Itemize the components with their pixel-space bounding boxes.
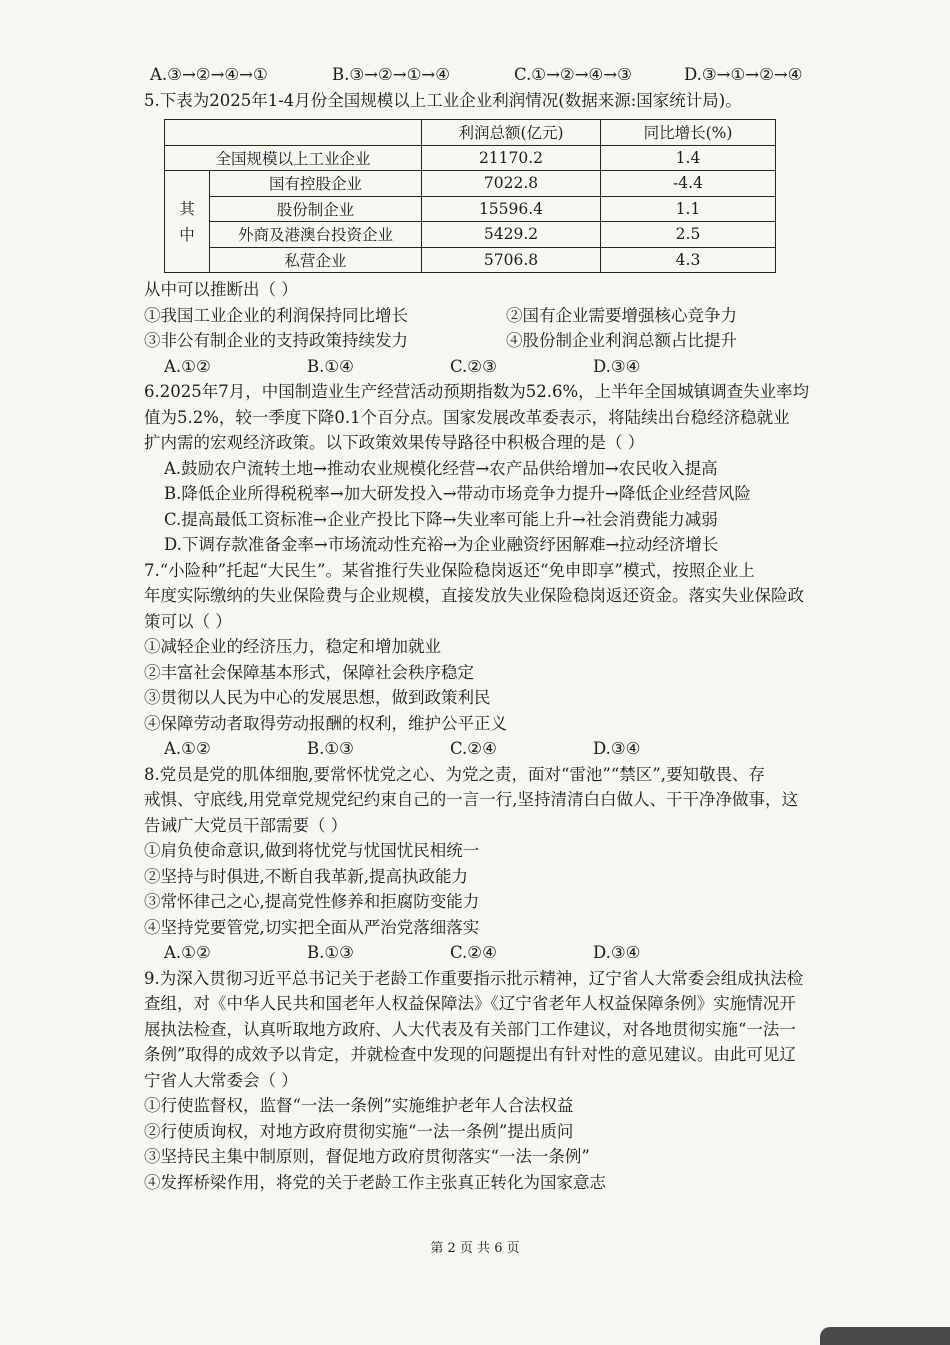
q8-choice-b: B.①③	[307, 943, 354, 962]
q7-choice-b: B.①③	[307, 739, 354, 758]
table-cell-profit: 15596.4	[422, 196, 601, 222]
q9-statement-2: ②行使质询权，对地方政府贯彻实施“一法一条例”提出质问	[144, 1121, 574, 1141]
q5-choice-d: D.③④	[593, 356, 641, 376]
q8-statement-2: ②坚持与时俱进,不断自我革新,提高执政能力	[144, 866, 468, 886]
q9-stem-line: 9.为深入贯彻习近平总书记关于老龄工作重要指示批示精神，辽宁省人大常委会组成执法检	[144, 968, 804, 988]
q5-prompt: 从中可以推断出（ ）	[144, 280, 298, 299]
table-row	[165, 222, 776, 248]
q6-stem-line: 扩内需的宏观经济政策。以下政策效果传导路径中积极合理的是（ ）	[144, 433, 645, 452]
table-header-empty	[165, 120, 422, 146]
q6-option-c: C.提高最低工资标准→企业产投比下降→失业率可能上升→社会消费能力减弱	[164, 509, 718, 529]
table-cell-growth: 4.3	[601, 247, 776, 273]
q5-statement-1: ①我国工业企业的利润保持同比增长	[144, 305, 408, 325]
question-7	[144, 558, 880, 762]
table-cell-growth: 2.5	[601, 222, 776, 248]
q9-stem-line: 查组，对《中华人民共和国老年人权益保障法》《辽宁省老年人权益保障条例》实施情况开	[144, 994, 796, 1013]
q7-statement-1: ①减轻企业的经济压力，稳定和增加就业	[144, 637, 441, 656]
question-6	[144, 379, 880, 558]
q8-choices	[144, 940, 880, 966]
question-5	[144, 88, 880, 380]
q4-option-c: C.①→②→④→③	[514, 65, 632, 84]
q5-statements-row2	[144, 328, 880, 354]
q4-option-d: D.③→①→②→④	[684, 65, 803, 84]
exam-page	[144, 62, 880, 1195]
q9-stem-line: 条例”取得的成效予以肯定，并就检查中发现的问题提出有针对性的意见建议。由此可见辽	[144, 1045, 796, 1064]
q6-option-a: A.鼓励农户流转土地→推动农业规模化经营→农产品供给增加→农民收入提高	[164, 458, 718, 478]
q7-choice-d: D.③④	[593, 739, 641, 758]
q7-stem-line: 策可以（ ）	[144, 611, 232, 631]
q5-choice-a: A.①②	[164, 356, 211, 376]
q9-stem-line: 展执法检查，认真听取地方政府、人大代表及有关部门工作建议，对各地贯彻实施“一法一	[144, 1019, 796, 1039]
q7-statement-4: ④保障劳动者取得劳动报酬的权利，维护公平正义	[144, 713, 507, 733]
table-cell-name: 外商及港澳台投资企业	[210, 222, 422, 248]
table-row	[165, 247, 776, 273]
q8-stem-line: 告诫广大党员干部需要（ ）	[144, 815, 348, 835]
q8-statement-3: ③常怀律己之心,提高党性修养和拒腐防变能力	[144, 892, 480, 911]
q6-stem-line: 6.2025年7月，中国制造业生产经营活动预期指数为52.6%，上半年全国城镇调查失业率均	[144, 382, 810, 401]
q8-statement-4: ④坚持党要管党,切实把全面从严治党落细落实	[144, 917, 480, 937]
q5-choice-c: C.②③	[450, 356, 497, 376]
table-header-growth: 同比增长(%)	[601, 120, 776, 146]
q6-option-d: D.下调存款准备金率→市场流动性充裕→为企业融资纾困解难→拉动经济增长	[164, 535, 719, 554]
q7-stem-line: 年度实际缴纳的失业保险费与企业规模，直接发放失业保险稳岗返还资金。落实失业保险政	[144, 586, 804, 605]
table-cell-profit: 21170.2	[422, 145, 601, 171]
q8-choice-a: A.①②	[164, 943, 211, 962]
table-row	[165, 171, 776, 197]
q7-statement-2: ②丰富社会保障基本形式，保障社会秩序稳定	[144, 662, 474, 682]
q5-statement-3: ③非公有制企业的支持政策持续发力	[144, 331, 408, 350]
q5-choices	[144, 354, 880, 380]
table-cell-name: 私营企业	[210, 247, 422, 273]
scanner-corner-mark	[820, 1327, 950, 1345]
q8-stem-line: 8.党员是党的肌体细胞,要常怀忧党之心、为党之责，面对“雷池”“禁区”,要知敬畏、存	[144, 764, 765, 784]
q6-option-b: B.降低企业所得税税率→加大研发投入→带动市场竞争力提升→降低企业经营风险	[164, 484, 751, 503]
table-cell-profit: 5429.2	[422, 222, 601, 248]
q9-statement-3: ③坚持民主集中制原则，督促地方政府贯彻落实“一法一条例”	[144, 1147, 590, 1166]
table-cell-profit: 7022.8	[422, 171, 601, 197]
q5-statement-2: ②国有企业需要增强核心竞争力	[506, 305, 737, 325]
table-cell-growth: -4.4	[601, 171, 776, 197]
q8-choice-c: C.②④	[450, 943, 497, 962]
q6-stem-line: 值为5.2%，较一季度下降0.1个百分点。国家发展改革委表示，将陆续出台稳经济稳就业	[144, 407, 790, 427]
q9-statement-1: ①行使监督权，监督“一法一条例”实施维护老年人合法权益	[144, 1096, 574, 1115]
q4-option-a: A.③→②→④→①	[150, 65, 268, 84]
q9-statement-4: ④发挥桥梁作用，将党的关于老龄工作主张真正转化为国家意志	[144, 1172, 606, 1192]
q7-statement-3: ③贯彻以人民为中心的发展思想，做到政策利民	[144, 688, 491, 707]
q5-stem: 5.下表为2025年1-4月份全国规模以上工业企业利润情况(数据来源:国家统计局)。	[144, 90, 742, 110]
table-cell-growth: 1.1	[601, 196, 776, 222]
q7-choice-c: C.②④	[450, 739, 497, 758]
table-header-profit: 利润总额(亿元)	[422, 120, 601, 146]
q5-choice-b: B.①④	[307, 356, 354, 376]
question-9	[144, 966, 880, 1196]
q4-option-b: B.③→②→①→④	[332, 65, 451, 84]
table-row	[165, 196, 776, 222]
table-row	[165, 145, 776, 171]
q7-stem-line: 7.“小险种”托起“大民生”。某省推行失业保险稳岗返还“免申即享”模式，按照企业上	[144, 560, 755, 580]
table-cell-name: 全国规模以上工业企业	[165, 145, 422, 171]
q7-choices	[144, 736, 880, 762]
profit-table	[164, 119, 776, 273]
table-header-row	[165, 120, 776, 146]
table-group-label: 其中	[165, 171, 210, 273]
page-footer: 第 2 页 共 6 页	[430, 1241, 520, 1256]
q8-stem-line: 戒惧、守底线,用党章党规党纪约束自己的一言一行,坚持清清白白做人、干干净净做事，这	[144, 790, 798, 809]
table-cell-profit: 5706.8	[422, 247, 601, 273]
table-cell-growth: 1.4	[601, 145, 776, 171]
table-cell-name: 股份制企业	[210, 196, 422, 222]
question-8	[144, 762, 880, 966]
table-cell-name: 国有控股企业	[210, 171, 422, 197]
q7-choice-a: A.①②	[164, 739, 211, 758]
q4-options	[150, 62, 880, 88]
q9-stem-line: 宁省人大常委会（ ）	[144, 1070, 298, 1090]
q8-choice-d: D.③④	[593, 943, 641, 962]
q5-statements-row1	[144, 303, 880, 329]
q5-statement-4: ④股份制企业利润总额占比提升	[506, 331, 737, 350]
q8-statement-1: ①肩负使命意识,做到将忧党与忧国忧民相统一	[144, 841, 480, 860]
